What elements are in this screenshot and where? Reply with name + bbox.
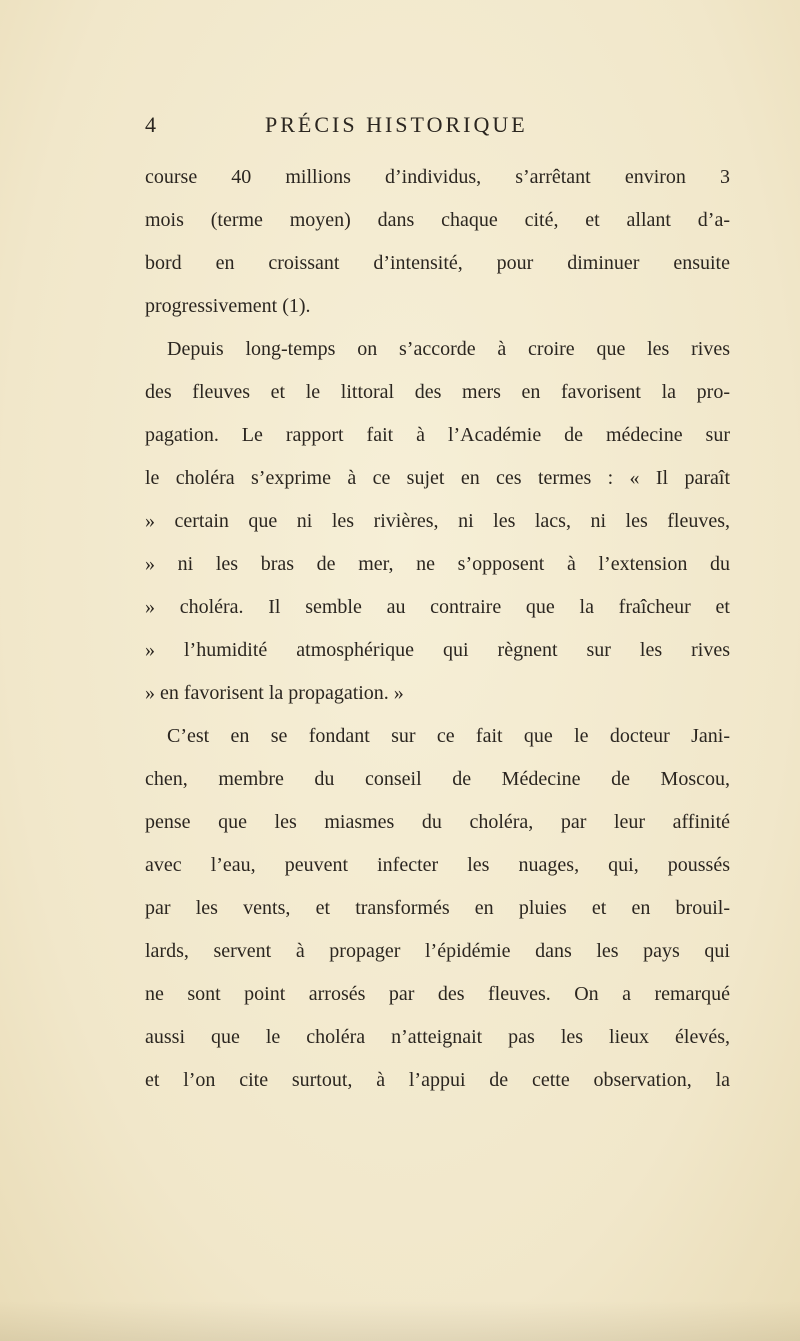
text-line: chen, membre du conseil de Médecine de Moscou, [145, 768, 730, 790]
text-line: » ni les bras de mer, ne s’opposent à l’extension du [145, 553, 730, 575]
text-line: et l’on cite surtout, à l’appui de cette observation, la [145, 1069, 730, 1091]
text-line: avec l’eau, peuvent infecter les nuages, qui, poussés [145, 854, 730, 876]
text-line: bord en croissant d’intensité, pour diminuer ensuite [145, 252, 730, 274]
text-line: aussi que le choléra n’atteignait pas les lieux élevés, [145, 1026, 730, 1048]
text-line: Depuis long-temps on s’accorde à croire que les rives [167, 338, 730, 360]
body-text [145, 156, 730, 1102]
text-line: progressivement (1). [145, 295, 311, 317]
page-header [145, 112, 705, 148]
page-edge-stain [0, 1301, 800, 1341]
text-line: » certain que ni les rivières, ni les lacs, ni les fleuves, [145, 510, 730, 532]
text-line: ne sont point arrosés par des fleuves. On a remarqué [145, 983, 730, 1005]
text-line: par les vents, et transformés en pluies et en brouil- [145, 897, 730, 919]
text-line: pense que les miasmes du choléra, par leur affinité [145, 811, 730, 833]
text-line: » en favorisent la propagation. » [145, 682, 404, 704]
text-line: » choléra. Il semble au contraire que la fraîcheur et [145, 596, 730, 618]
text-line: des fleuves et le littoral des mers en favorisent la pro- [145, 381, 730, 403]
running-title: PRÉCIS HISTORIQUE [265, 112, 528, 137]
text-line: mois (terme moyen) dans chaque cité, et allant d’a- [145, 209, 730, 231]
page-number: 4 [145, 112, 156, 137]
text-line: course 40 millions d’individus, s’arrêtant environ 3 [145, 166, 730, 188]
text-line: pagation. Le rapport fait à l’Académie de médecine sur [145, 424, 730, 446]
text-line: » l’humidité atmosphérique qui règnent sur les rives [145, 639, 730, 661]
text-line: le choléra s’exprime à ce sujet en ces termes : « Il paraît [145, 467, 730, 489]
text-line: lards, servent à propager l’épidémie dans les pays qui [145, 940, 730, 962]
text-line: C’est en se fondant sur ce fait que le docteur Jani- [167, 725, 730, 747]
